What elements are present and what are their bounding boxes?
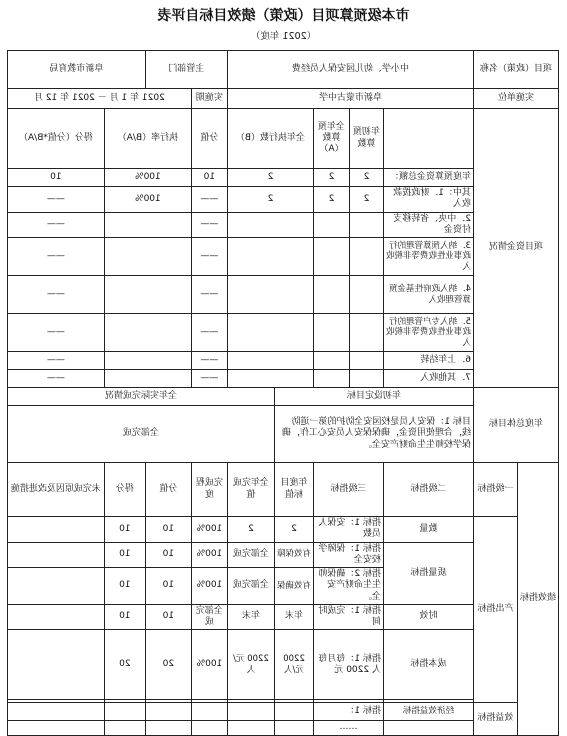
indicator-reason: [7, 517, 104, 543]
funds-row-weight: ——: [191, 352, 227, 370]
indicator-reason: [7, 604, 104, 630]
ind-header-score: 得分: [104, 463, 145, 517]
indicator-completion: [191, 721, 227, 735]
indicator-weight: 10: [145, 517, 191, 543]
indicator-completion: [191, 703, 227, 721]
indicator-weight: [145, 703, 191, 721]
funds-row-executed: [227, 212, 313, 238]
indicator-actual: 全部完成: [227, 542, 274, 568]
ind-header-target: 年度目标值: [274, 463, 313, 517]
ind-header-actual: 全年完成值: [227, 463, 274, 517]
ind-header-l3: 三级指标: [313, 463, 383, 517]
ind-header-completion: 完成程度: [191, 463, 227, 517]
funds-row-rate: 100%: [104, 169, 191, 187]
indicator-target: [274, 703, 313, 721]
indicator-l3: ……: [313, 721, 383, 735]
funds-row-rate: [104, 238, 191, 276]
funds-row-weight: ——: [191, 314, 227, 352]
indicator-l3: 指标 1：安保人员数: [313, 517, 383, 543]
funds-row-initial: [349, 212, 383, 238]
goals-initial-header: 年初设定目标: [274, 388, 473, 406]
ind-header-weight: 分值: [145, 463, 191, 517]
funds-row-weight: ——: [191, 212, 227, 238]
funds-row-executed: [227, 238, 313, 276]
dept-label: 主管部门: [145, 51, 227, 89]
funds-row-weight: ——: [191, 370, 227, 388]
funds-row-name: 其中：1．财政拨款收入: [383, 187, 473, 213]
indicator-target: 2200 元/人: [274, 630, 313, 700]
funds-row-initial: 2: [349, 169, 383, 187]
goals-initial-text: 目标 1：保安人员是校园安全防护的第一道防线，合理使用资金，确保保安人员安心工作，确保学校师生生命财产安全。: [274, 406, 473, 463]
project-name-value: 中小学、幼儿园安保人员经费: [227, 51, 473, 89]
evaluation-table: [7, 50, 559, 736]
indicator-actual: [227, 703, 274, 721]
funds-header-weight: 分值: [191, 109, 227, 169]
funds-row-annual: [313, 314, 349, 352]
funds-row-initial: [349, 352, 383, 370]
funds-row-annual: [313, 370, 349, 388]
funds-row-score: ——: [7, 352, 104, 370]
indicator-actual: [227, 721, 274, 735]
impl-unit-value: 阜新市蒙古中学: [227, 89, 473, 109]
funds-row-weight: ——: [191, 187, 227, 213]
indicator-l3: 指标 1：每月每人 2200 元: [313, 630, 383, 700]
funds-row-score: ——: [7, 314, 104, 352]
indicator-weight: 10: [145, 604, 191, 630]
indicator-l3: 指标 2：确保师生生命财产安全。: [313, 568, 383, 605]
funds-row-score: 10: [7, 169, 104, 187]
funds-row-name: 6．上年结转: [383, 352, 473, 370]
funds-header-initial: 年初预算数: [349, 109, 383, 169]
indicator-target: 2: [274, 517, 313, 543]
indicator-completion: 100%: [191, 517, 227, 543]
indicator-score: 10: [104, 542, 145, 568]
indicator-target: 年末: [274, 604, 313, 630]
funds-row-executed: [227, 370, 313, 388]
indicator-score: 20: [104, 630, 145, 700]
funds-row-initial: [349, 238, 383, 276]
funds-row-executed: [227, 314, 313, 352]
indicator-weight: 10: [145, 568, 191, 605]
funds-row-initial: [349, 276, 383, 314]
funds-row-executed: 2: [227, 187, 313, 213]
funds-row-score: ——: [7, 370, 104, 388]
funds-row-initial: [349, 370, 383, 388]
funds-row-score: ——: [7, 238, 104, 276]
benefit-indicator-label: 效益指标: [473, 703, 517, 735]
funds-row-executed: [227, 352, 313, 370]
indicator-target: 有效保障: [274, 542, 313, 568]
indicator-reason: [7, 721, 104, 735]
funds-row-weight: ——: [191, 276, 227, 314]
funds-row-name: 年度预算资金总额：: [383, 169, 473, 187]
ind-header-l2: 二级指标: [383, 463, 473, 517]
indicator-actual: 全部完成: [227, 568, 274, 605]
indicator-l3: 指标 1：: [313, 703, 383, 721]
funds-row-annual: [313, 238, 349, 276]
funds-row-weight: 10: [191, 169, 227, 187]
funds-row-name: 2．中央、省转移支付资金: [383, 212, 473, 238]
funds-row-annual: 2: [313, 187, 349, 213]
indicator-l2: 经济效益指标: [383, 703, 473, 721]
page-title: 市本级预算项目（政策）绩效目标自评表: [157, 8, 410, 24]
indicator-reason: [7, 542, 104, 568]
indicator-score: 10: [104, 568, 145, 605]
indicator-weight: 10: [145, 542, 191, 568]
funds-row-annual: [313, 276, 349, 314]
funds-row-weight: ——: [191, 238, 227, 276]
indicator-completion: 100%: [191, 542, 227, 568]
funds-row-rate: [104, 370, 191, 388]
funds-row-name: 3．纳入预算管理的行政事业性收费等非税收入: [383, 238, 473, 276]
indicator-row: [7, 517, 558, 543]
funds-row-initial: 2: [349, 187, 383, 213]
period-value: 2021 年 1 月 － 2021 年 12 月: [7, 89, 191, 109]
indicator-l2: 时效: [383, 604, 473, 630]
indicator-completion: 100%: [191, 630, 227, 700]
indicator-reason: [7, 703, 104, 721]
funds-row-annual: [313, 352, 349, 370]
funds-row-score: ——: [7, 187, 104, 213]
indicator-actual: 2200 元/人: [227, 630, 274, 700]
indicator-l2: [383, 721, 473, 735]
goals-section-label: 年度总体目标: [473, 388, 558, 463]
indicator-target: 有效确保: [274, 568, 313, 605]
period-label: 实施期: [191, 89, 227, 109]
indicator-score: [104, 703, 145, 721]
funds-row-initial: [349, 314, 383, 352]
indicator-l3: 指标 1：保障学校安全: [313, 542, 383, 568]
ind-header-reason: 未完成原因及改进措施: [7, 463, 104, 517]
funds-row-annual: 2: [313, 169, 349, 187]
funds-section-label: 项目资金情况: [473, 109, 558, 388]
indicator-weight: [145, 721, 191, 735]
funds-header-executed: 全年执行数（B）: [227, 109, 313, 169]
funds-header-annual: 全年预算数（A）: [313, 109, 349, 169]
funds-row-score: ——: [7, 212, 104, 238]
funds-row-executed: [227, 276, 313, 314]
indicator-actual: 年末: [227, 604, 274, 630]
funds-row-executed: 2: [227, 169, 313, 187]
ind-header-l1: 一级指标: [473, 463, 517, 517]
funds-header-score: 得分（分值*B/A）: [7, 109, 104, 169]
funds-row-rate: [104, 212, 191, 238]
indicator-score: 10: [104, 604, 145, 630]
goals-actual-header: 全年实际完成情况: [7, 388, 274, 406]
funds-row-annual: [313, 212, 349, 238]
funds-row-rate: [104, 314, 191, 352]
funds-row-score: ——: [7, 276, 104, 314]
page-subtitle: （2021 年度）: [250, 31, 317, 42]
perf-indicator-label: 绩效指标: [518, 463, 559, 736]
funds-header-rate: 执行率（B/A）: [104, 109, 191, 169]
indicator-target: [274, 721, 313, 735]
indicator-score: 10: [104, 517, 145, 543]
funds-row-rate: 100%: [104, 187, 191, 213]
indicator-reason: [7, 630, 104, 700]
dept-value: 阜新市教育局: [7, 51, 145, 89]
output-indicator-label: 产出指标: [473, 517, 517, 703]
indicator-score: [104, 721, 145, 735]
funds-row-name: 7．其他收入: [383, 370, 473, 388]
indicator-weight: 20: [145, 630, 191, 700]
indicator-l2: 成本指标: [383, 630, 473, 700]
indicator-reason: [7, 568, 104, 605]
impl-unit-label: 实施单位: [473, 89, 558, 109]
indicator-row: [7, 703, 558, 721]
funds-row-rate: [104, 352, 191, 370]
indicator-completion: 全部完成: [191, 604, 227, 630]
funds-row-name: 5．纳入专户管理的行政事业性收费等非税收入: [383, 314, 473, 352]
indicator-actual: 2: [227, 517, 274, 543]
funds-row-rate: [104, 276, 191, 314]
indicator-l3: 指标 1：完成时间: [313, 604, 383, 630]
funds-row-name: 4．纳入政府性基金预算管理收入: [383, 276, 473, 314]
indicator-l2: 质量指标: [383, 542, 473, 604]
project-name-label: 项目（政策）名称: [473, 51, 558, 89]
indicator-l2: 数量: [383, 517, 473, 543]
goals-actual-text: 全部完成: [7, 406, 274, 463]
indicator-completion: 100%: [191, 568, 227, 605]
